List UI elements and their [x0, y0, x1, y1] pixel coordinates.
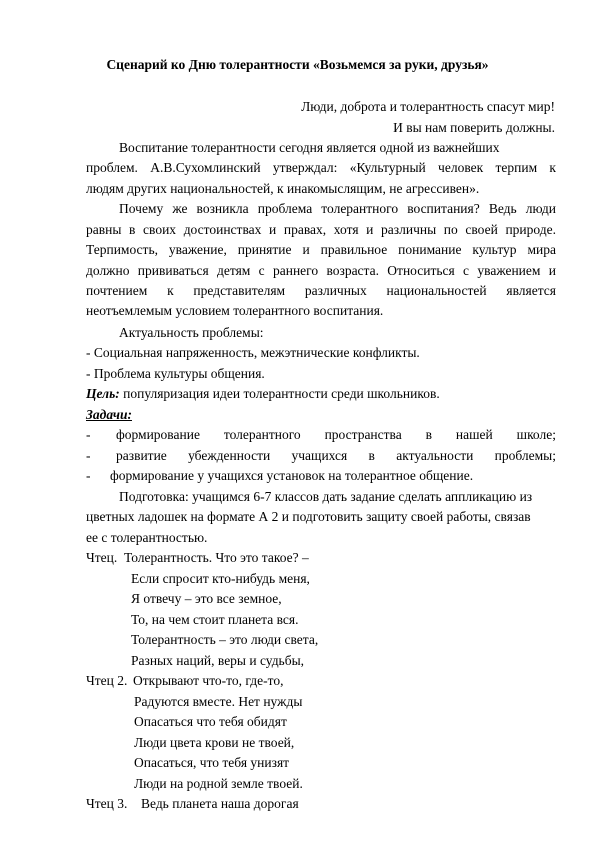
reader2-line-5: Опасаться, что тебя унизят — [134, 755, 290, 770]
task-item-1: формирование толерантного пространства в нашей школе; — [116, 427, 556, 442]
page-title: Сценарий ко Дню толерантности «Возьмемся за руки, друзья» — [106, 57, 489, 72]
reader2-label: Чтец 2. — [86, 673, 128, 688]
reader2-line-3: Опасаться что тебя обидят — [134, 714, 287, 729]
intro-line-2: проблем. А.В.Сухомлинский утверждал: «Культурный человек терпим к — [86, 160, 556, 175]
reader3-label: Чтец 3. — [86, 796, 128, 811]
problem-line-2: равны в своих достоинствах и правах, хотя и различны по своей природе. — [86, 222, 556, 237]
reader3-line-1: Ведь планета наша дорогая — [141, 796, 299, 811]
reader2-line-2: Радуются вместе. Нет нужды — [134, 694, 303, 709]
reader1-line-4: То, на чем стоит планета вся. — [131, 612, 299, 627]
goal-text: популяризация идеи толерантности среди школьников. — [119, 386, 440, 401]
problem-line-4: должно прививаться детям с раннего возраста. Относиться с уважением и — [86, 263, 556, 278]
task-item-2: развитие убежденности учащихся в актуальности проблемы; — [116, 448, 556, 463]
reader2-line-1: Открывают что-то, где-то, — [133, 673, 284, 688]
goal-line — [86, 385, 440, 402]
intro-line-3: людям других национальностей, к инакомыслящим, не агрессивен». — [86, 181, 480, 196]
reader1-line-6: Разных наций, веры и судьбы, — [131, 653, 305, 668]
reader2-line-6: Люди на родной земле твоей. — [134, 776, 303, 791]
problem-line-6: неотъемлемым условием толерантного воспитания. — [86, 303, 384, 318]
preparation-line-3: ее с толерантностью. — [86, 530, 208, 545]
actuality-heading: Актуальность проблемы: — [119, 325, 264, 340]
reader1-line-3: Я отвечу – это все земное, — [131, 591, 282, 606]
reader1-line-1: Толерантность. Что это такое? – — [124, 550, 309, 565]
intro-line-1: Воспитание толерантности сегодня является одной из важнейших — [119, 140, 500, 155]
epigraph-line-2: И вы нам поверить должны. — [393, 120, 555, 135]
goal-label: Цель: — [86, 386, 120, 401]
actuality-item-1: - Социальная напряженность, межэтнические конфликты. — [86, 345, 420, 360]
reader1-label: Чтец. — [86, 550, 118, 565]
reader2-line-4: Люди цвета крови не твоей, — [134, 735, 295, 750]
problem-line-3: Терпимость, уважение, принятие и правильное понимание культур мира — [86, 242, 556, 257]
reader1-line-2: Если спросит кто-нибудь меня, — [131, 571, 310, 586]
task-item-3: формирование у учащихся установок на толерантное общение. — [110, 468, 474, 483]
task-bullet-3: - — [86, 468, 91, 483]
epigraph-line-1: Люди, доброта и толерантность спасут мир! — [301, 99, 555, 114]
preparation-line-1: Подготовка: учащимся 6-7 классов дать задание сделать аппликацию из — [119, 489, 533, 504]
problem-line-5: почтением к представителям различных национальностей является — [86, 283, 556, 298]
task-bullet-2: - — [86, 448, 91, 463]
preparation-line-2: цветных ладошек на формате А 2 и подготовить защиту своей работы, связав — [86, 509, 531, 524]
reader1-line-5: Толерантность – это люди света, — [131, 632, 319, 647]
problem-line-1: Почему же возникла проблема толерантного воспитания? Ведь люди — [119, 201, 556, 216]
tasks-label: Задачи: — [86, 407, 132, 422]
actuality-item-2: - Проблема культуры общения. — [86, 366, 265, 381]
task-bullet-1: - — [86, 427, 91, 442]
